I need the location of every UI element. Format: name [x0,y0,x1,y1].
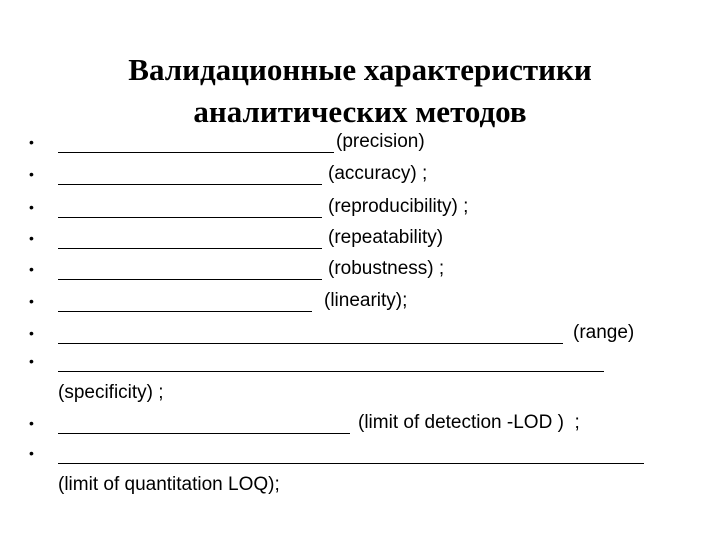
answer-blank [58,200,322,218]
bullet-icon: • [29,353,34,369]
answer-blank [58,262,322,280]
item-term: (limit of quantitation LOQ); [58,474,280,495]
item-row [58,131,425,153]
bullet-icon: • [29,415,34,431]
answer-blank [58,446,644,464]
item-term: (robustness) ; [328,258,445,279]
bullet-icon: • [29,134,34,150]
item-term: (precision) [336,131,425,152]
item-row [58,163,427,185]
item-term: (accuracy) ; [328,163,428,184]
item-term: (linearity); [324,290,408,311]
item-term: (reproducibility) ; [328,196,469,217]
bullet-icon: • [29,199,34,215]
answer-blank [58,416,350,434]
answer-blank [58,231,322,249]
bullet-icon: • [29,166,34,182]
bullet-icon: • [29,445,34,461]
item-term: (repeatability) [328,227,444,248]
item-row [58,322,634,344]
title-line-1: Валидационные характеристики [128,51,592,87]
answer-blank [58,294,312,312]
bullet-icon: • [29,325,34,341]
bullet-icon: • [29,293,34,309]
answer-blank [58,167,322,185]
answer-blank [58,135,334,153]
item-row [58,196,468,218]
bullet-icon: • [29,261,34,277]
answer-blank [58,326,563,344]
bullet-icon: • [29,230,34,246]
answer-blank [58,354,604,372]
item-term: (specificity) ; [58,382,164,403]
item-row [58,227,443,249]
item-term: (limit of detection -LOD ) ; [358,412,580,433]
title-line-2: аналитических методов [193,93,527,129]
item-row [58,350,604,372]
item-term: (range) [573,322,635,343]
item-row [58,442,644,464]
item-row [58,412,580,434]
item-row [58,258,444,280]
item-row [58,290,407,312]
